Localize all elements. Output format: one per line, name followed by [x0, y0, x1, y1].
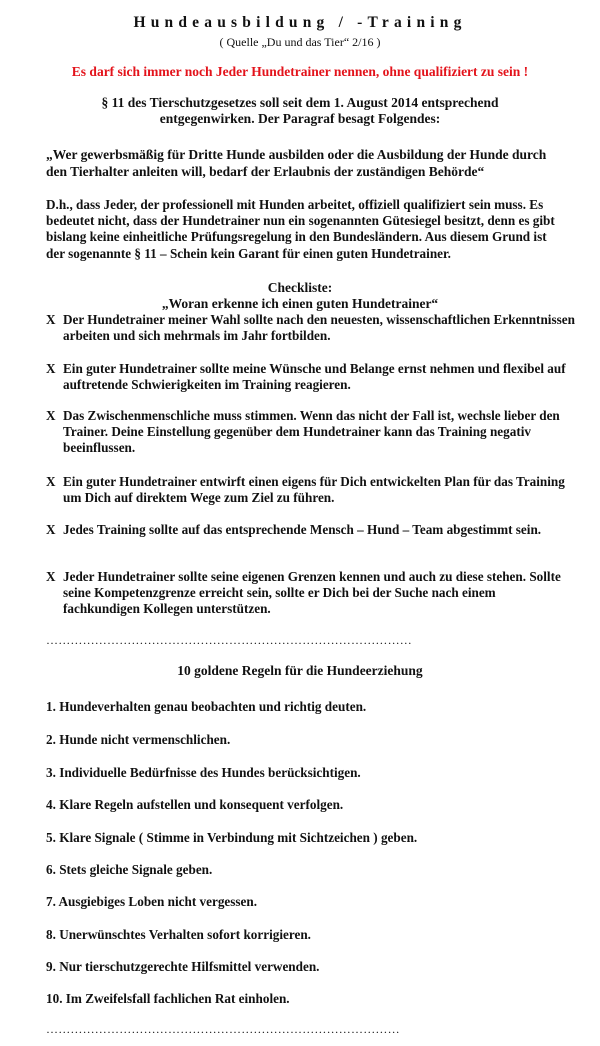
rules-title: 10 goldene Regeln für die Hundeerziehung: [177, 663, 423, 678]
checklist-item-text: Das Zwischenmenschliche muss stimmen. Wenn das nicht der Fall ist, wechsle lieber den Trainer. Deine Einstellung gegenüber dem Hundetrainer kann das Training negativ beeinflussen.: [63, 408, 560, 455]
checklist-item-text: Jedes Training sollte auf das entsprechende Mensch – Hund – Team abgestimmt sein.: [63, 522, 542, 537]
checklist-item-text: Jeder Hundetrainer sollte seine eigenen Grenzen kennen und auch zu diese stehen. Sollte seine Kompetenzgrenze erreicht sein, sollte er Dich bei der Suche nach einem fachkundigen Kollegen unterstützen.: [63, 569, 561, 616]
rule-item: 10. Im Zweifelsfall fachlichen Rat einholen.: [46, 991, 290, 1006]
checklist-marker: X: [46, 408, 56, 423]
dotted-divider: ……………………………………………………………………………: [46, 1022, 400, 1036]
checklist-title: Checkliste:: [267, 280, 333, 295]
law-line-2: entgegenwirken. Der Paragraf besagt Folgendes:: [159, 111, 441, 126]
rule-item: 3. Individuelle Bedürfnisse des Hundes berücksichtigen.: [46, 765, 361, 780]
rule-item: 8. Unerwünschtes Verhalten sofort korrigieren.: [46, 927, 311, 942]
checklist-marker: X: [46, 361, 56, 376]
rule-item: 1. Hundeverhalten genau beobachten und richtig deuten.: [46, 699, 367, 714]
checklist-marker: X: [46, 312, 56, 327]
checklist-item: [46, 522, 575, 538]
checklist-item: [46, 569, 575, 617]
checklist-marker: X: [46, 569, 56, 584]
page-title: Hundeausbildung / -Training: [133, 14, 467, 31]
checklist-subtitle: „Woran erkenne ich einen guten Hundetrainer“: [161, 296, 439, 311]
rule-item: 9. Nur tierschutzgerechte Hilfsmittel verwenden.: [46, 959, 320, 974]
checklist-item: [46, 408, 575, 456]
law-quote: „Wer gewerbsmäßig für Dritte Hunde ausbilden oder die Ausbildung der Hunde durch den Tierhalter anleiten will, bedarf der Erlaubnis der zuständigen Behörde“: [46, 147, 547, 179]
law-paragraph: [0, 95, 600, 127]
checklist-item: [46, 312, 575, 344]
checklist-heading: [0, 280, 600, 312]
checklist-item-text: Ein guter Hundetrainer entwirft einen eigens für Dich entwickelten Plan für das Training um Dich auf direktem Wege zum Ziel zu führen.: [63, 474, 565, 505]
warning-text: Es darf sich immer noch Jeder Hundetrainer nennen, ohne qualifiziert zu sein !: [71, 64, 529, 79]
dotted-divider: ………………………………………………………………………………: [46, 633, 412, 647]
source-note: ( Quelle „Du und das Tier“ 2/16 ): [219, 35, 381, 49]
rule-item: 6. Stets gleiche Signale geben.: [46, 862, 213, 877]
rule-item: 7. Ausgiebiges Loben nicht vergessen.: [46, 894, 258, 909]
rule-item: 4. Klare Regeln aufstellen und konsequent verfolgen.: [46, 797, 344, 812]
law-line-1: § 11 des Tierschutzgesetzes soll seit dem 1. August 2014 entsprechend: [101, 95, 499, 110]
explanation-paragraph: D.h., dass Jeder, der professionell mit Hunden arbeitet, offiziell qualifiziert sein muss. Es bedeutet nicht, dass der Hundetrainer nun ein sogenannten Gütesiegel besitzt, denn es gibt bislang keine einheitliche Prüfungsregelung in den Bundesländern. Aus diesem Grund ist der sogenannte § 11 – Schein kein Garant für einen guten Hundetrainer.: [46, 197, 555, 261]
checklist-item-text: Ein guter Hundetrainer sollte meine Wünsche und Belange ernst nehmen und flexibel auf auftretende Schwierigkeiten im Training reagieren.: [63, 361, 566, 392]
checklist-item: [46, 361, 575, 393]
checklist-marker: X: [46, 522, 56, 537]
checklist-item-text: Der Hundetrainer meiner Wahl sollte nach den neuesten, wissenschaftlichen Erkenntnissen arbeiten und sich mehrmals im Jahr fortbilden.: [63, 312, 575, 343]
rule-item: 5. Klare Signale ( Stimme in Verbindung mit Sichtzeichen ) geben.: [46, 830, 418, 845]
checklist-item: [46, 474, 575, 506]
rule-item: 2. Hunde nicht vermenschlichen.: [46, 732, 231, 747]
checklist-marker: X: [46, 474, 56, 489]
